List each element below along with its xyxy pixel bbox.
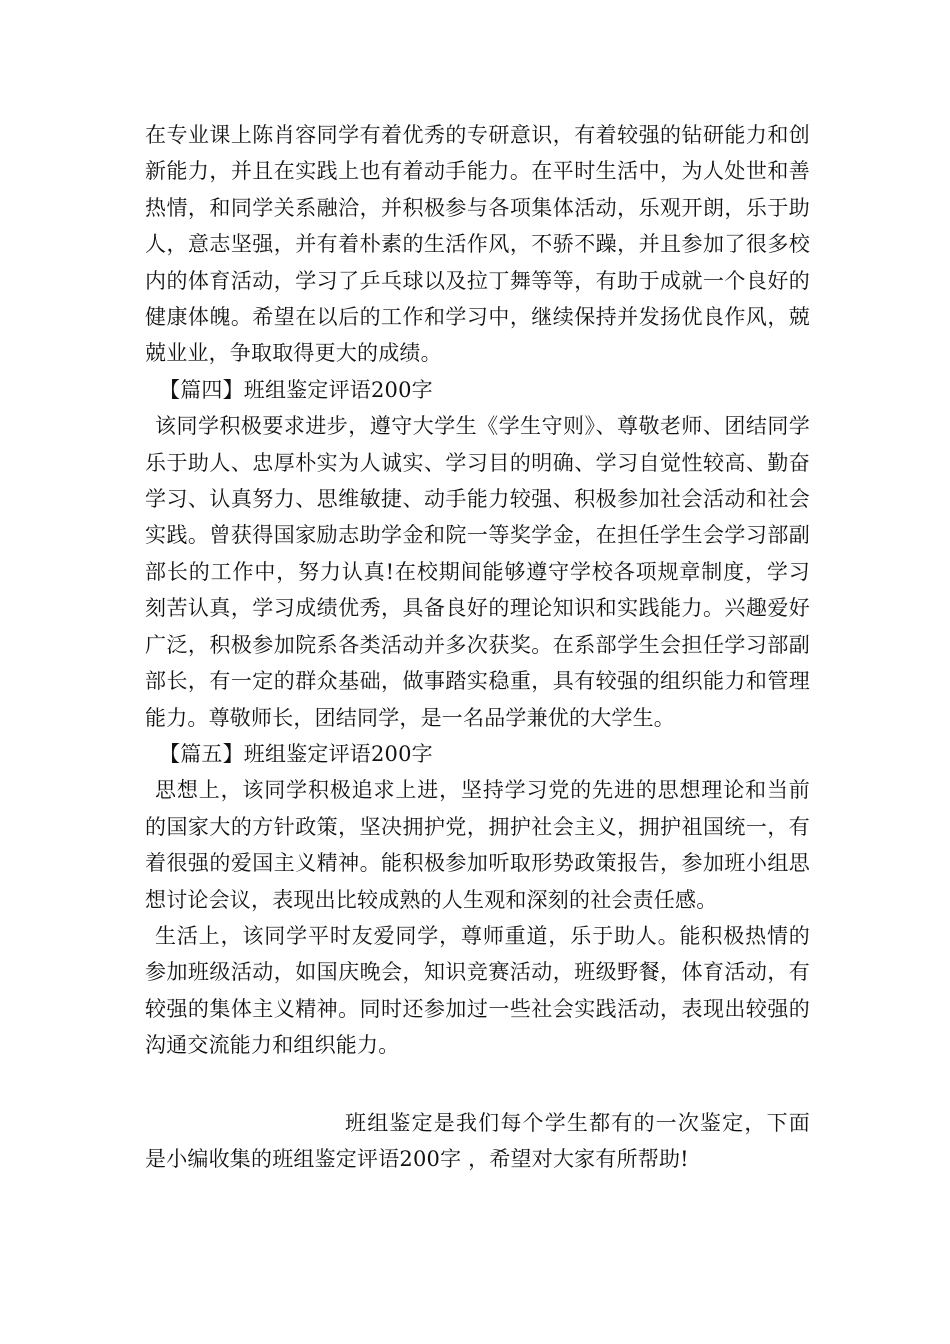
closing-paragraph: 班组鉴定是我们每个学生都有的一次鉴定，下面是小编收集的班组鉴定评语200字 ，希望对大家有所帮助!: [145, 1110, 810, 1171]
paragraph-student-evaluation: 在专业课上陈肖容同学有着优秀的专研意识，有着较强的钻研能力和创新能力，并且在实践上也有着动手能力。在平时生活中，为人处世和善热情，和同学关系融洽，并积极参与各项集体活动，乐观开朗，乐于助人，意志坚强，并有着朴素的生活作风，不骄不躁，并且参加了很多校内的体育活动，学习了乒乓球以及拉丁舞等等，有助于成就一个良好的健康体魄。希望在以后的工作和学习中，继续保持并发扬优良作风，兢兢业业，争取取得更大的成绩。: [145, 123, 810, 366]
paragraph-part-four: 该同学积极要求进步，遵守大学生《学生守则》、尊敬老师、团结同学乐于助人、忠厚朴实为人诚实、学习目的明确、学习自觉性较高、勤奋学习、认真努力、思维敏捷、动手能力较强、积极参加社会活动和社会实践。曾获得国家励志助学金和院一等奖学金，在担任学生会学习部副部长的工作中，努力认真!在校期间能够遵守学校各项规章制度，学习刻苦认真，学习成绩优秀，具备良好的理论知识和实践能力。兴趣爱好广泛，积极参加院系各类活动并多次获奖。在系部学生会担任学习部副部长，有一定的群众基础，做事踏实稳重，具有较强的组织能力和管理能力。尊敬师长，团结同学，是一名品学兼优的大学生。: [145, 414, 810, 730]
section-heading-part-four: 【篇四】班组鉴定评语200字: [159, 377, 433, 402]
paragraph-part-five-life: 生活上，该同学平时友爱同学，尊师重道，乐于助人。能积极热情的参加班级活动，如国庆晚会，知识竞赛活动，班级野餐，体育活动，有较强的集体主义精神。同时还参加过一些社会实践活动，表现出较强的沟通交流能力和组织能力。: [145, 923, 810, 1058]
document-body: [145, 117, 810, 1177]
spacer: [145, 1064, 810, 1105]
section-heading-part-five: 【篇五】班组鉴定评语200字: [159, 741, 433, 766]
paragraph-part-five-thought: 思想上，该同学积极追求上进，坚持学习党的先进的思想理论和当前的国家大的方针政策，坚决拥护党，拥护社会主义，拥护祖国统一，有着很强的爱国主义精神。能积极参加听取形势政策报告，参加班小组思想讨论会议，表现出比较成熟的人生观和深刻的社会责任感。: [145, 778, 810, 912]
